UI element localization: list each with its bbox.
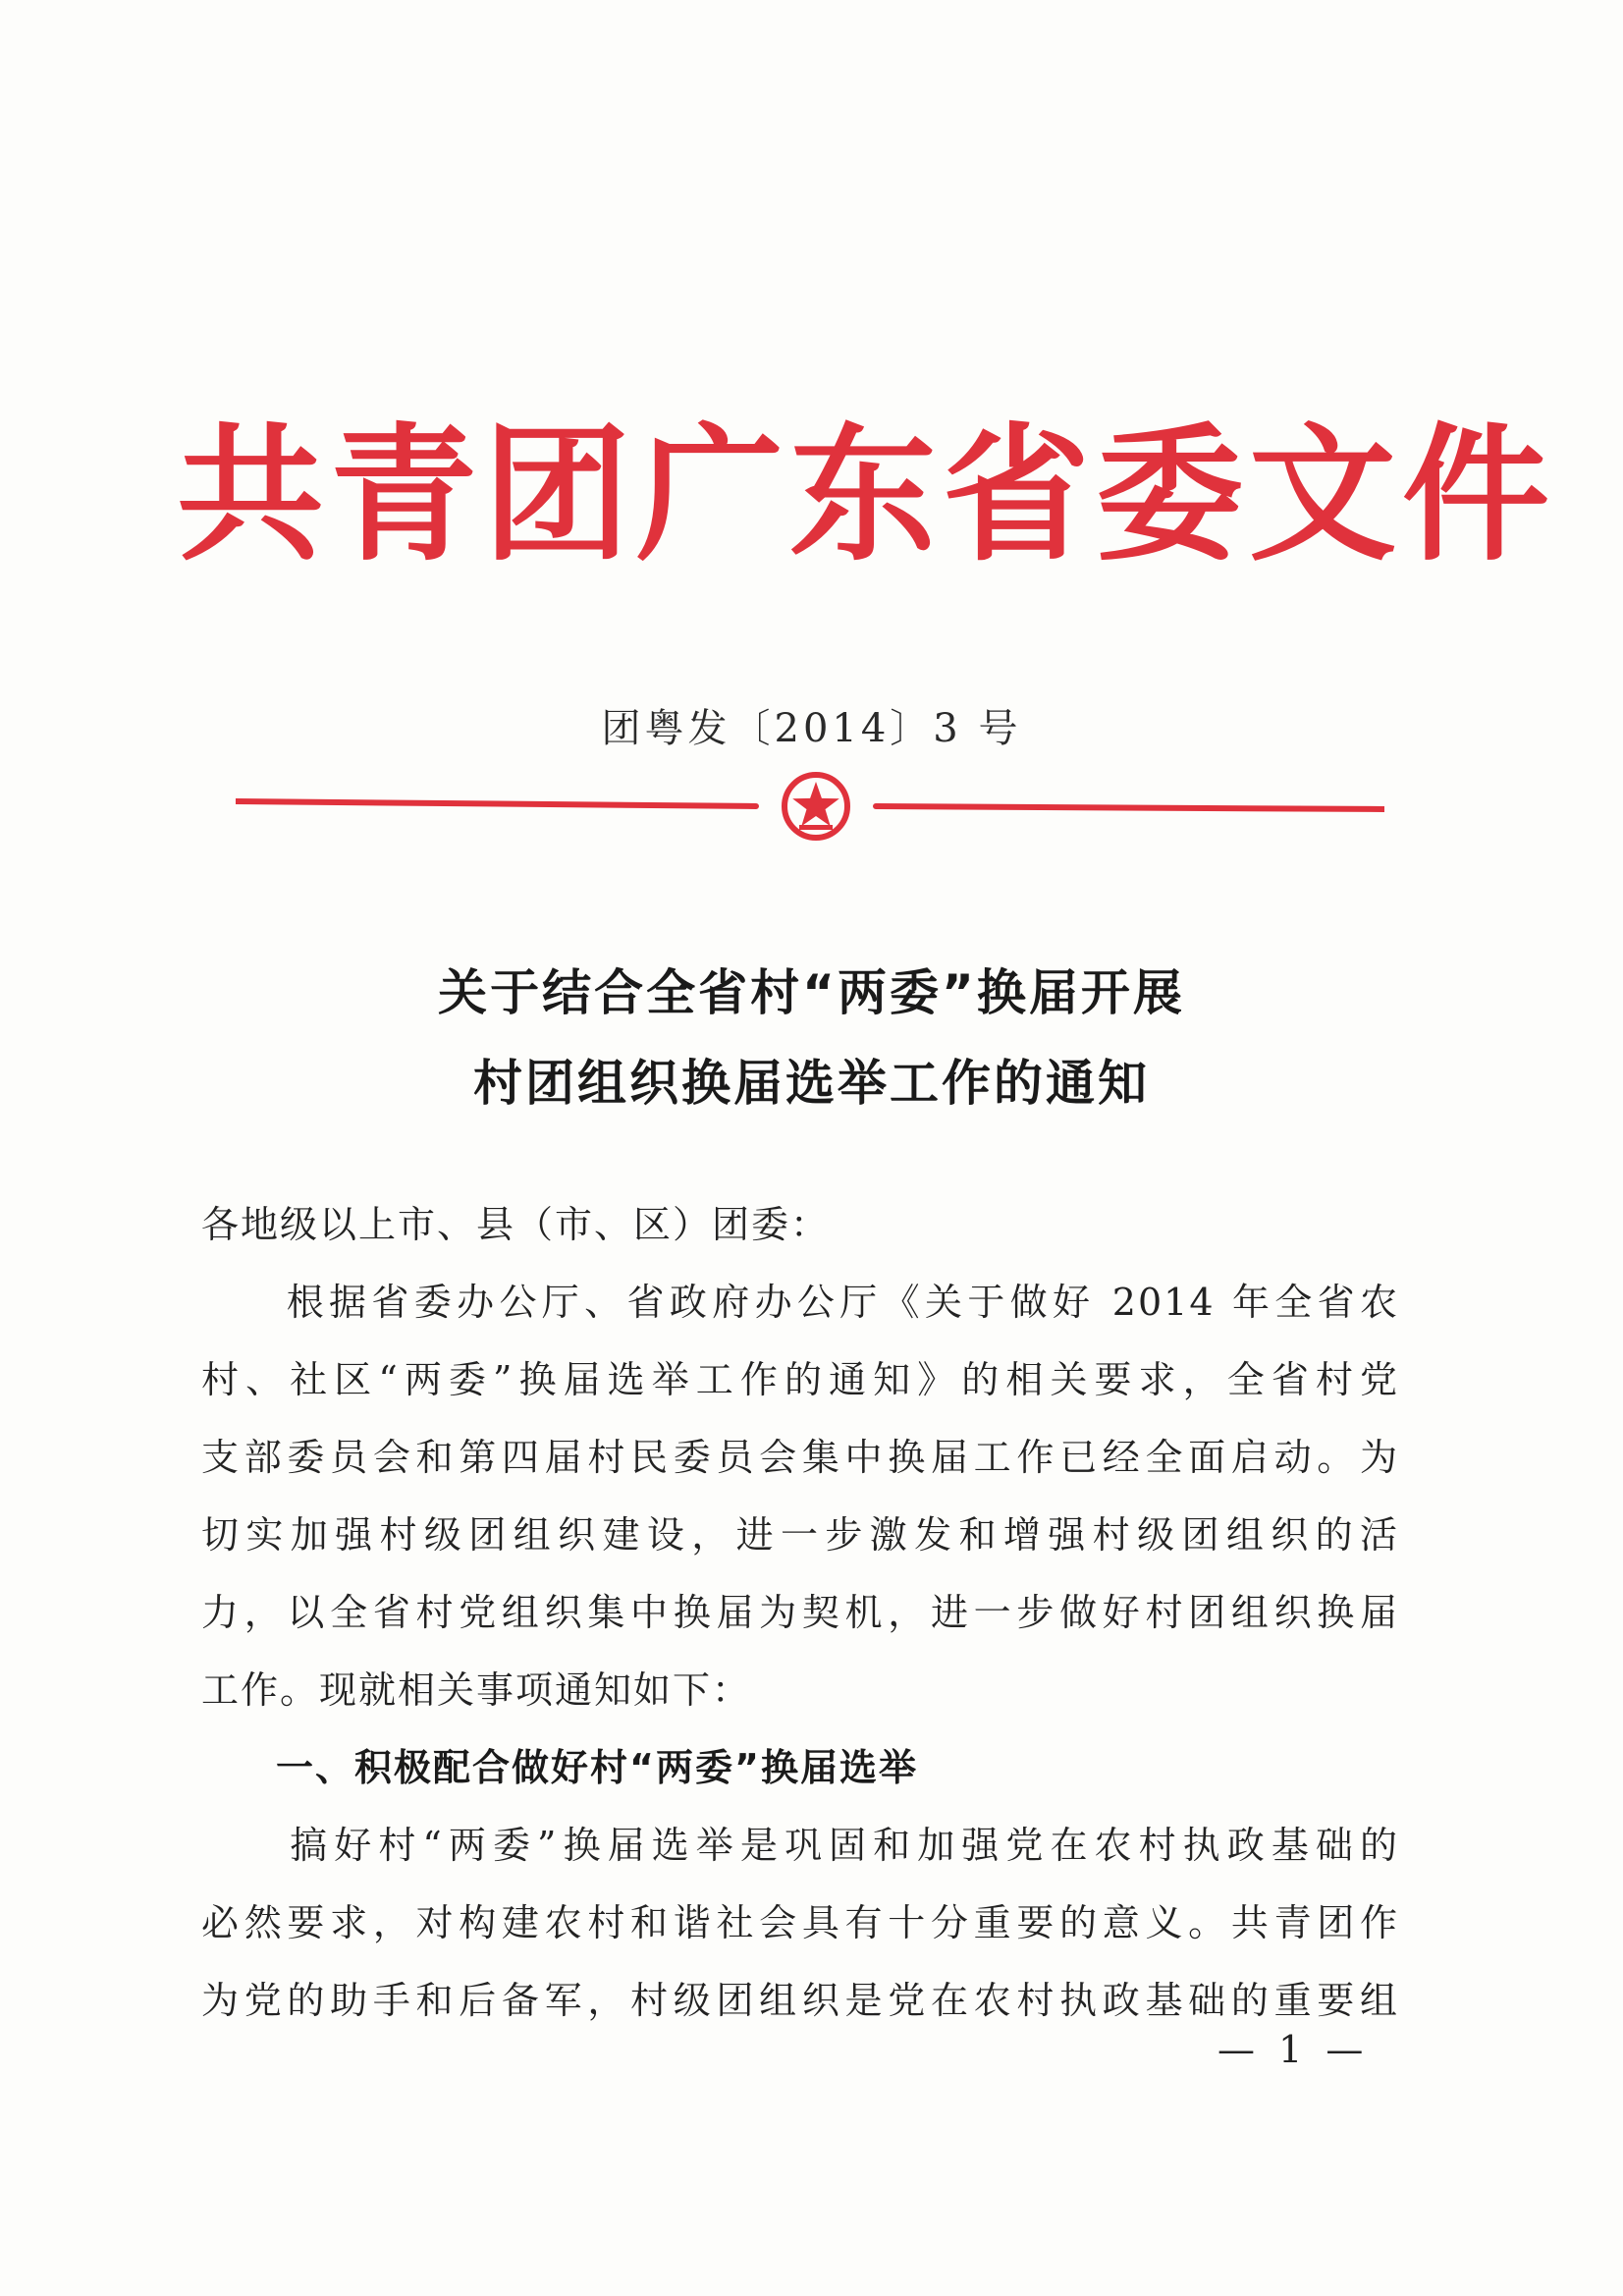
notice-title-line-1: 关于结合全省村“两委”换届开展 bbox=[438, 964, 1185, 1021]
section-1-heading: 一、积极配合做好村“两委”换届选举 bbox=[276, 1746, 918, 1789]
paragraph-2-line-2: 必然要求，对构建农村和谐社会具有十分重要的意义。共青团作 bbox=[201, 1901, 1399, 1944]
paragraph-1-line-6: 工作。现就相关事项通知如下： bbox=[201, 1668, 752, 1712]
divider-line-left bbox=[236, 801, 756, 806]
paragraph-1-line-5: 力，以全省村党组织集中换届为契机，进一步做好村团组织换届 bbox=[201, 1591, 1399, 1634]
paragraph-2-line-1: 搞好村“两委”换届选举是巩固和加强党在农村执政基础的 bbox=[201, 1824, 1399, 1867]
notice-title-line-2: 村团组织换届选举工作的通知 bbox=[473, 1055, 1150, 1112]
document-masthead: 共青团广东省委文件 bbox=[177, 410, 1556, 581]
red-divider bbox=[236, 772, 1384, 841]
notice-title bbox=[0, 948, 1623, 1128]
divider-line-right bbox=[876, 806, 1384, 809]
page-number: — 1 — bbox=[1217, 2028, 1370, 2071]
notice-body bbox=[201, 1186, 1399, 2040]
red-star-emblem-icon bbox=[784, 775, 847, 838]
salutation: 各地级以上市、县（市、区）团委： bbox=[201, 1203, 831, 1246]
paragraph-1-line-1: 根据省委办公厅、省政府办公厅《关于做好 2014 年全省农 bbox=[201, 1281, 1399, 1324]
paragraph-1-line-2: 村、社区“两委”换届选举工作的通知》的相关要求，全省村党 bbox=[201, 1358, 1399, 1401]
document-number: 团粤发〔2014〕3 号 bbox=[601, 706, 1022, 751]
paragraph-2-line-3: 为党的助手和后备军，村级团组织是党在农村执政基础的重要组 bbox=[201, 1979, 1399, 2022]
paragraph-1-line-3: 支部委员会和第四届村民委员会集中换届工作已经全面启动。为 bbox=[201, 1436, 1399, 1479]
paragraph-1-line-4: 切实加强村级团组织建设，进一步激发和增强村级团组织的活 bbox=[201, 1513, 1399, 1557]
